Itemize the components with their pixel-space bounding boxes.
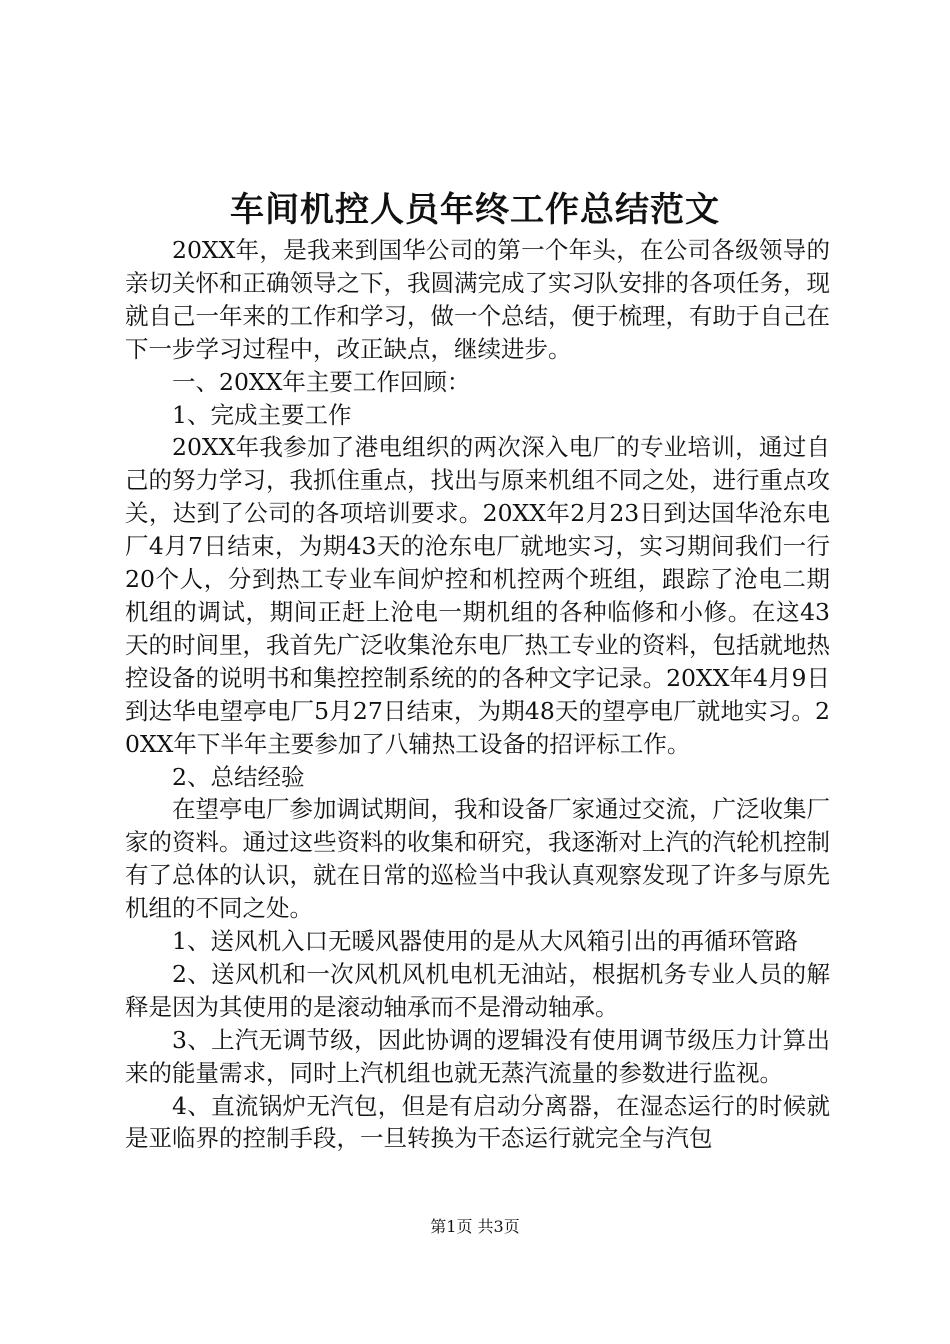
paragraph-intro: 20XX年，是我来到国华公司的第一个年头，在公司各级领导的亲切关怀和正确领导之下，我圆满完成了实习队安排的各项任务，现就自己一年来的工作和学习，做一个总结，便于梳理，有助于自己在下一步学习过程中，改正缺点，继续进步。: [125, 236, 830, 363]
paragraph-main-work: 20XX年我参加了港电组织的两次深入电厂的专业培训，通过自己的努力学习，我抓住重点，找出与原来机组不同之处，进行重点攻关，达到了公司的各项培训要求。20XX年2月23日到达国华沧东电厂4月7日结束，为期43天的沧东电厂就地实习，实习期间我们一行20个人，分到热工专业车间炉控和机控两个班组，跟踪了沧电二期机组的调试，期间正赶上沧电一期机组的各种临修和小修。在这43天的时间里，我首先广泛收集沧东电厂热工专业的资料，包括就地热控设备的说明书和集控控制系统的的各种文字记录。20XX年4月9日到达华电望亭电厂5月27日结束，为期48天的望亭电厂就地实习。20XX年下半年主要参加了八辅热工设备的招评标工作。: [125, 433, 830, 758]
subsection-heading-experience: 2、总结经验: [172, 762, 305, 791]
list-item-4: 4、直流锅炉无汽包，但是有启动分离器，在湿态运行的时候就是亚临界的控制手段，一旦转换为干态运行就完全与汽包: [125, 1091, 830, 1153]
list-item-2: 2、送风机和一次风机风机电机无油站，根据机务专业人员的解释是因为其使用的是滚动轴承而不是滑动轴承。: [125, 959, 830, 1021]
list-item-3: 3、上汽无调节级，因此协调的逻辑没有使用调节级压力计算出来的能量需求，同时上汽机组也就无蒸汽流量的参数进行监视。: [125, 1025, 830, 1087]
subsection-heading-main-work: 1、完成主要工作: [172, 400, 352, 429]
section-heading-review: 一、20XX年主要工作回顾：: [172, 367, 471, 396]
document-title: 车间机控人员年终工作总结范文: [230, 190, 720, 230]
list-item-1: 1、送风机入口无暖风器使用的是从大风箱引出的再循环管路: [172, 927, 798, 956]
paragraph-experience: 在望亭电厂参加调试期间，我和设备厂家通过交流，广泛收集厂家的资料。通过这些资料的收集和研究，我逐渐对上汽的汽轮机控制有了总体的认识，就在日常的巡检当中我认真观察发现了许多与原先机组的不同之处。: [125, 795, 830, 923]
document-body: [125, 234, 830, 1155]
page-footer: 第1页 共3页: [430, 1217, 520, 1236]
